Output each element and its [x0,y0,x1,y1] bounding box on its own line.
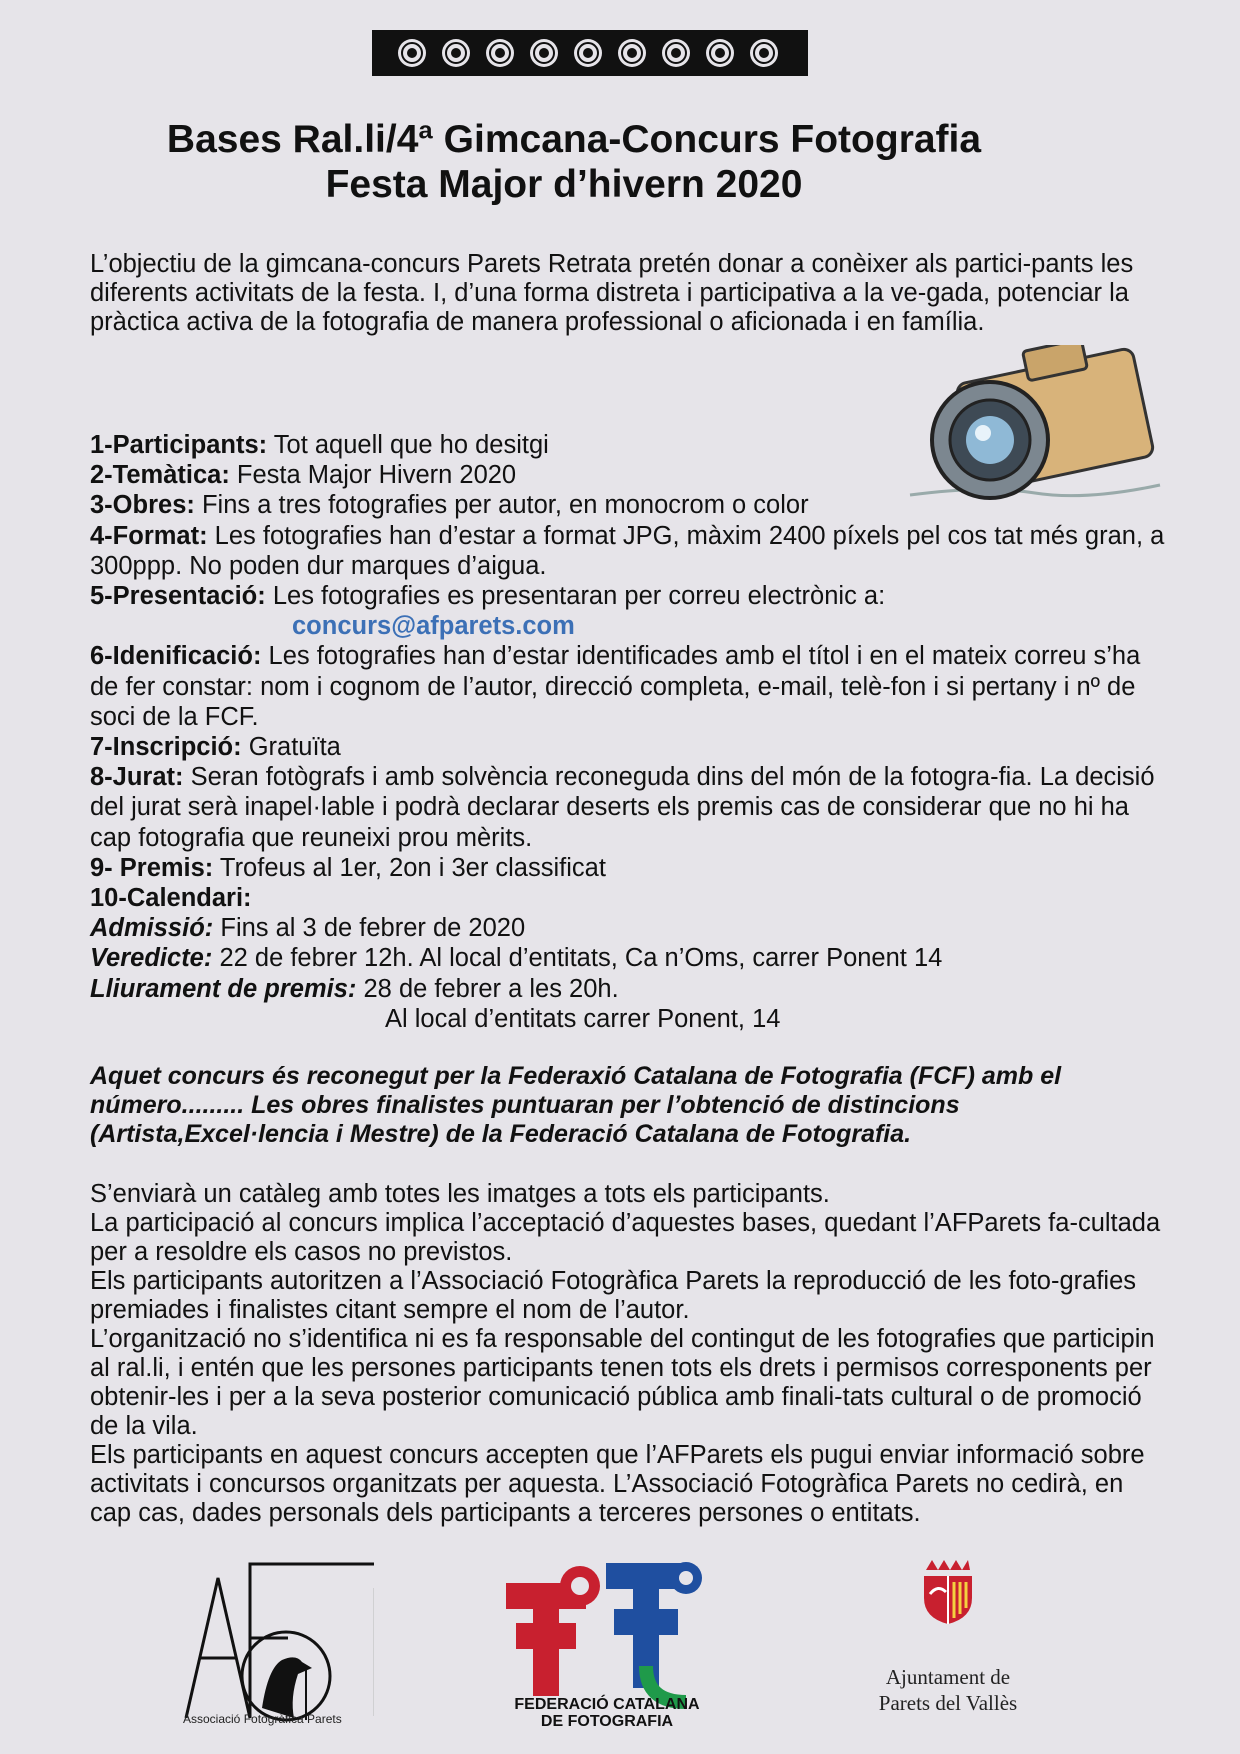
rule-text: Les fotografies han d’estar identificades amb el títol i en el mateix correu s’ha de fer constar: nom i cognom de l’autor, direcció completa, e-mail, telè-fon i si pertany i nº de soci de la FCF. [90,642,1141,731]
fcf-caption-line-1: FEDERACIÓ CATALANA [514,1696,700,1713]
title-line-2: Festa Major d’hivern 2020 [325,163,803,206]
rule-label: 10-Calendari: [90,884,252,913]
rule-label: 2-Temàtica: [90,461,230,490]
rule-label: 3-Obres: [90,491,195,520]
rule-item [90,641,1170,732]
ajuntament-caption-line-2: Parets del Vallès [878,1691,1018,1715]
rule-text: Fins a tres fotografies per autor, en monocrom o color [194,491,809,520]
afp-caption: Associació Fotogràfica Parets [183,1712,342,1726]
closing-paragraph: La participació al concurs implica l’acceptació d’aquestes bases, quedant l’AFParets fa-cultada per a resoldre els casos no previstos. [90,1209,1161,1266]
calendar-item [90,913,1170,943]
ajuntament-caption [848,1664,1048,1716]
rule-item [90,521,1170,581]
rule-item [90,490,1170,520]
ajuntament-caption-line-1: Ajuntament de [885,1665,1011,1689]
fcf-caption-line-2: DE FOTOGRAFIA [540,1713,674,1730]
rule-item [90,853,1170,883]
calendar-label: Admissió: [90,914,214,943]
closing-paragraph: L’organització no s’identifica ni es fa responsable del contingut de les fotografies que participin al ral.li, i entén que les persones participants tenen tots els drets i permisos corresponents per obtenir-les i per a la seva posterior comunicació pública amb finali-tats cultural o de promoció de la vila. [90,1325,1155,1440]
closing-paragraph: Els participants en aquest concurs accepten que l’AFParets els pugui enviar informació sobre activitats i concursos organitzats per aquesta. L’Associació Fotogràfica Parets no cedirà, en cap cas, dades personals dels participants a terceres persones o entitats. [90,1441,1145,1527]
ornament-border [372,28,808,78]
calendar-label: Lliurament de premis: [90,974,357,1003]
calendar-text: 22 de febrer 12h. Al local d’entitats, Ca n’Oms, carrer Ponent 14 [212,944,943,973]
rule-text: Festa Major Hivern 2020 [229,461,517,490]
rule-label: 4-Format: [90,521,208,550]
afp-logo [178,1558,374,1724]
rule-label: 6-Idenificació: [90,642,262,671]
calendar-label: Veredicte: [90,944,213,973]
rule-text: Seran fotògrafs i amb solvència reconeguda dins del món de la fotogra-fia. La decisió del jurat serà inapel·lable i podrà declarar deserts els premis cas de considerar que no hi ha cap fotografia que reuneixi prou mèrits. [90,763,1155,852]
rule-item [90,460,1170,490]
rule-item [90,762,1170,853]
calendar-item [90,943,1170,973]
rule-text: Les fotografies han d’estar a format JPG, màxim 2400 píxels pel cos tat més gran, a 300ppp. No poden dur marques d’aigua. [90,521,1165,580]
closing-paragraph: Els participants autoritzen a l’Associació Fotogràfica Parets la reproducció de les foto-grafies premiades i finalistes citant sempre el nom de l’autor. [90,1267,1137,1324]
closing-paragraph: S’enviarà un catàleg amb totes les imatges a tots els participants. [90,1180,830,1208]
fcf-recognition-note: Aquet concurs és reconegut per la Federaxió Catalana de Fotografia (FCF) amb el número......... Les obres finalistes puntuaran per l’obtenció de distincions (Artista,Excel·lencia i Mestre) de la Federació Catalana de Fotografia. [90,1062,1062,1148]
intro-paragraph: L’objectiu de la gimcana-concurs Parets Retrata pretén donar a conèixer als partici-pants les diferents activitats de la festa. I, d’una forma distreta i participativa a la ve-gada, potenciar la pràctica activa de la fotografia de manera professional o aficionada i en família. [90,250,1134,336]
ajuntament-crest [918,1558,978,1626]
rule-label: 7-Inscripció: [90,733,242,762]
rules-list [90,430,1170,1034]
rule-item [90,581,1170,641]
rule-label: 1-Participants: [90,431,268,459]
rule-label: 5-Presentació: [90,582,266,611]
rule-label: 9- Premis: [90,853,214,882]
title-line-1: Bases Ral.li/4ª Gimcana-Concurs Fotografia [166,118,982,161]
closing-section [90,1180,1170,1528]
calendar-text: Fins al 3 de febrer de 2020 [213,914,526,943]
rule-item [90,883,1170,913]
rule-text: Trofeus al 1er, 2on i 3er classificat [213,853,606,882]
rule-text: Gratuïta [241,733,341,762]
email-link[interactable]: concurs@afparets.com [292,612,575,641]
rule-item [90,732,1170,762]
fcf-caption [480,1696,734,1730]
rule-text: Les fotografies es presentaran per correu electrònic a: [265,582,886,611]
calendar-item [90,974,1170,1034]
rule-text: Tot aquell que ho desitgi [267,431,549,459]
calendar-text: 28 de febrer a les 20h. [356,974,619,1003]
calendar-extra: Al local d’entitats carrer Ponent, 14 [385,1004,781,1033]
rule-item [90,430,1170,460]
rule-label: 8-Jurat: [90,763,184,792]
